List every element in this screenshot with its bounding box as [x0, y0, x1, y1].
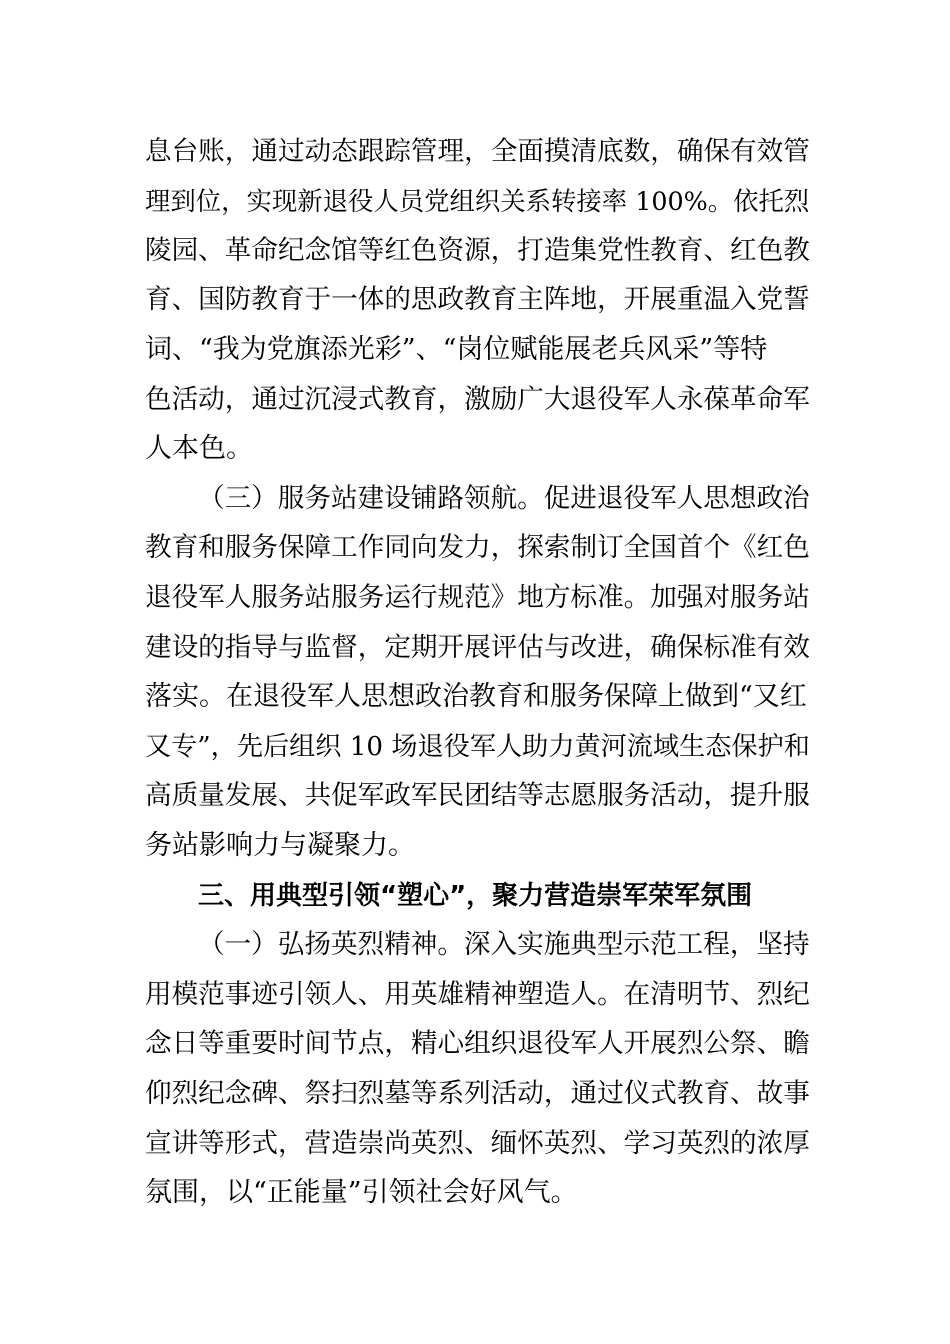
paragraph-3-line: 仰烈纪念碑、祭扫烈墓等系列活动，通过仪式教育、故事 — [145, 1078, 810, 1109]
paragraph-2-line: 落实。在退役军人思想政治教育和服务保障上做到“又红 — [145, 681, 807, 712]
paragraph-1-line: 词、“我为党旗添光彩”、“岗位赋能展老兵风采”等特 — [145, 334, 768, 365]
paragraph-2-line: 退役军人服务站服务运行规范》地方标准。加强对服务站 — [145, 582, 810, 613]
paragraph-1-line: 育、国防教育于一体的思政教育主阵地，开展重温入党誓 — [145, 284, 810, 315]
paragraph-3-line: 宣讲等形式，营造崇尚英烈、缅怀英烈、学习英烈的浓厚 — [145, 1128, 810, 1159]
paragraph-3-line: （一）弘扬英烈精神。深入实施典型示范工程，坚持 — [198, 929, 810, 960]
paragraph-3-line: 氛围，以“正能量”引领社会好风气。 — [145, 1177, 578, 1208]
paragraph-2-line: 建设的指导与监督，定期开展评估与改进，确保标准有效 — [145, 632, 810, 663]
paragraph-1-line: 理到位，实现新退役人员党组织关系转接率 100%。依托烈 — [145, 186, 810, 216]
paragraph-2-line: （三）服务站建设铺路领航。促进退役军人思想政治 — [198, 483, 810, 514]
paragraph-2-line: 又专”，先后组织 10 场退役军人助力黄河流域生态保护和 — [145, 732, 810, 762]
section-heading: 三、用典型引领“塑心”，聚力营造崇军荣军氛围 — [198, 881, 753, 911]
paragraph-3-line: 用模范事迹引领人、用英雄精神塑造人。在清明节、烈纪 — [145, 979, 810, 1010]
paragraph-1-line: 息台账，通过动态跟踪管理，全面摸清底数，确保有效管 — [145, 136, 810, 167]
paragraph-2-line: 务站影响力与凝聚力。 — [145, 830, 415, 861]
paragraph-3-line: 念日等重要时间节点，精心组织退役军人开展烈公祭、瞻 — [145, 1028, 810, 1059]
paragraph-1-line: 色活动，通过沉浸式教育，激励广大退役军人永葆革命军 — [145, 384, 810, 415]
paragraph-1-line: 人本色。 — [145, 433, 253, 464]
paragraph-1-line: 陵园、革命纪念馆等红色资源，打造集党性教育、红色教 — [145, 235, 810, 266]
paragraph-2-line: 教育和服务保障工作同向发力，探索制订全国首个《红色 — [145, 532, 810, 563]
paragraph-2-line: 高质量发展、共促军政军民团结等志愿服务活动，提升服 — [145, 780, 810, 811]
